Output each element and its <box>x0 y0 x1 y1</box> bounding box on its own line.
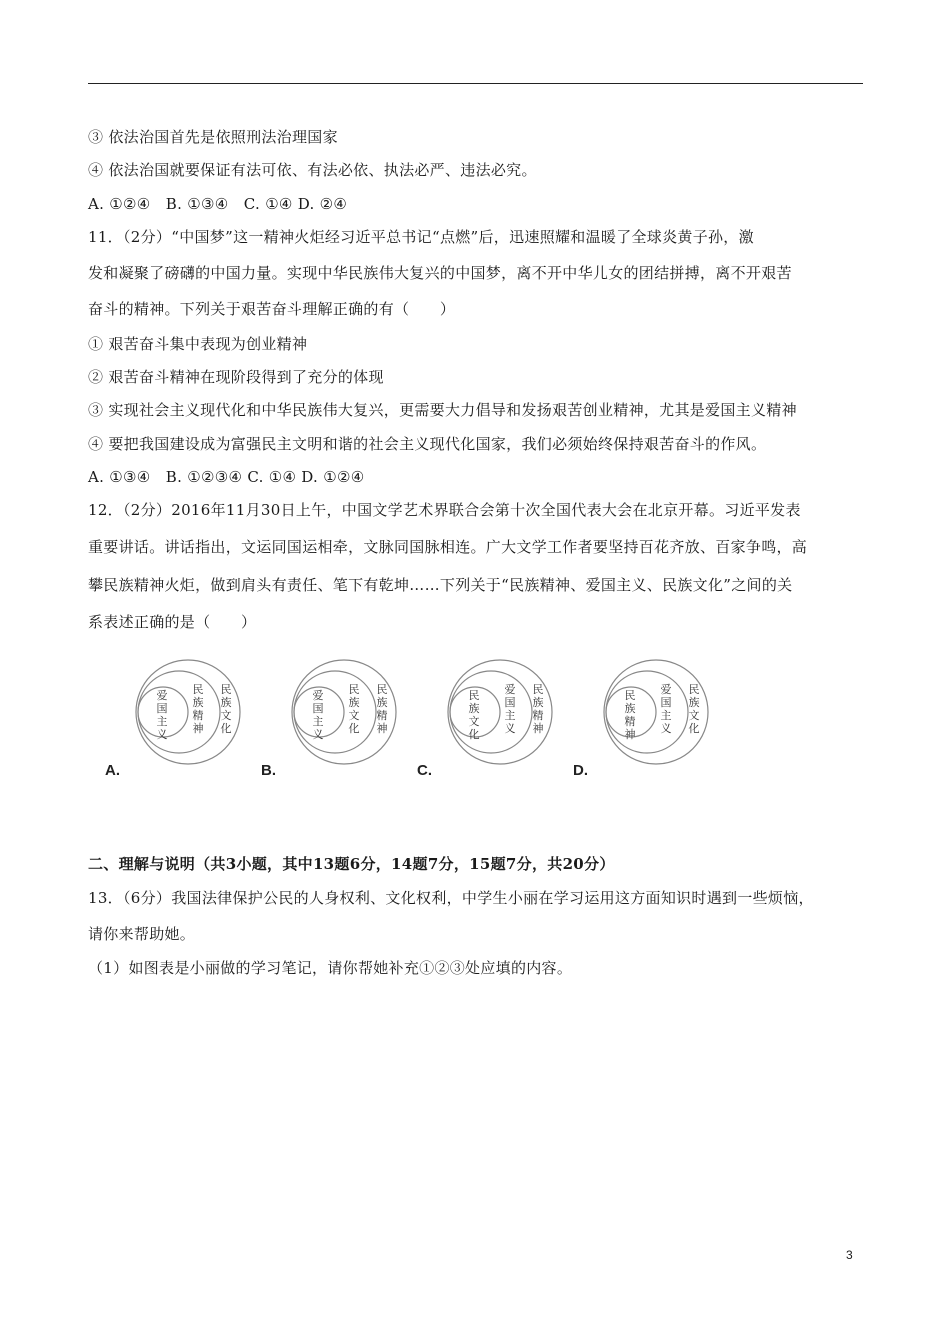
inner-text: 民族精神 <box>624 689 636 741</box>
option-label: C. <box>417 762 432 779</box>
q12-stem-line-1: 12．（2分）2016年11月30日上午，中国文学艺术界联合会第十次全国代表大会在北京开幕。习近平发表 <box>88 501 801 519</box>
section-heading: 二、理解与说明（共3小题，其中13题6分，14题7分，15题7分，共20分） <box>88 855 615 873</box>
q11-choices: A. ①③④ B. ①②③④ C. ①④ D. ①②④ <box>88 468 365 486</box>
q10-option-4: ④ 依法治国就要保证有法可依、有法必依、执法必严、违法必究。 <box>88 161 537 179</box>
q11-option-3: ③ 实现社会主义现代化和中华民族伟大复兴，更需要大力倡导和发扬艰苦创业精神，尤其是爱国主义精神 <box>88 401 797 419</box>
inner-text: 民族文化 <box>468 689 480 741</box>
q13-stem-line-2: 请你来帮助她。 <box>88 925 196 943</box>
outer-text: 民族文化 <box>220 683 232 735</box>
inner-text: 爱国主义 <box>156 689 168 741</box>
q12-stem-line-3: 攀民族精神火炬，做到肩头有责任、笔下有乾坤……下列关于“民族精神、爱国主义、民族文化”之间的关 <box>88 576 793 594</box>
middle-text: 爱国主义 <box>504 683 516 735</box>
option-label: B. <box>261 762 276 779</box>
inner-text: 爱国主义 <box>312 689 324 741</box>
q13-stem-line-1: 13．（6分）我国法律保护公民的人身权利、文化权利，中学生小丽在学习运用这方面知识时遇到一些烦恼， <box>88 889 814 907</box>
header-rule <box>88 83 863 84</box>
figure-option-c <box>412 655 562 780</box>
figure-option-b <box>256 655 406 780</box>
option-label: A. <box>105 762 120 779</box>
middle-circle <box>138 671 220 753</box>
q11-stem-line-2: 发和凝聚了磅礴的中国力量。实现中华民族伟大复兴的中国梦，离不开中华儿女的团结拼搏，离不开艰苦 <box>88 264 792 282</box>
q11-option-1: ① 艰苦奋斗集中表现为创业精神 <box>88 335 308 353</box>
page-number: 3 <box>846 1248 853 1262</box>
q12-stem-line-2: 重要讲话。讲话指出，文运同国运相牵，文脉同国脉相连。广大文学工作者要坚持百花齐放、百家争鸣，高 <box>88 538 808 556</box>
middle-circle <box>450 671 532 753</box>
figure-option-d <box>568 655 718 780</box>
middle-circle <box>294 671 376 753</box>
middle-text: 爱国主义 <box>660 683 672 735</box>
q12-stem-line-4: 系表述正确的是（ ） <box>88 613 257 631</box>
q13-subquestion-1: （1）如图表是小丽做的学习笔记，请你帮她补充①②③处应填的内容。 <box>88 959 573 977</box>
middle-text: 民族精神 <box>192 683 204 735</box>
q10-choices: A. ①②④ B. ①③④ C. ①④ D. ②④ <box>88 195 348 213</box>
outer-text: 民族精神 <box>532 683 544 735</box>
outer-text: 民族精神 <box>376 683 388 735</box>
q11-option-2: ② 艰苦奋斗精神在现阶段得到了充分的体现 <box>88 368 384 386</box>
q11-stem-line-3: 奋斗的精神。下列关于艰苦奋斗理解正确的有（ ） <box>88 300 456 318</box>
middle-text: 民族文化 <box>348 683 360 735</box>
figure-option-a <box>100 655 250 780</box>
option-label: D. <box>573 762 588 779</box>
middle-circle <box>606 671 688 753</box>
q11-option-4: ④ 要把我国建设成为富强民主文明和谐的社会主义现代化国家，我们必须始终保持艰苦奋斗的作风。 <box>88 435 767 453</box>
q10-option-3: ③ 依法治国首先是依照刑法治理国家 <box>88 128 338 146</box>
q11-stem-line-1: 11．（2分）“中国梦”这一精神火炬经习近平总书记“点燃”后，迅速照耀和温暖了全球炎黄子孙，激 <box>88 228 754 246</box>
outer-text: 民族文化 <box>688 683 700 735</box>
